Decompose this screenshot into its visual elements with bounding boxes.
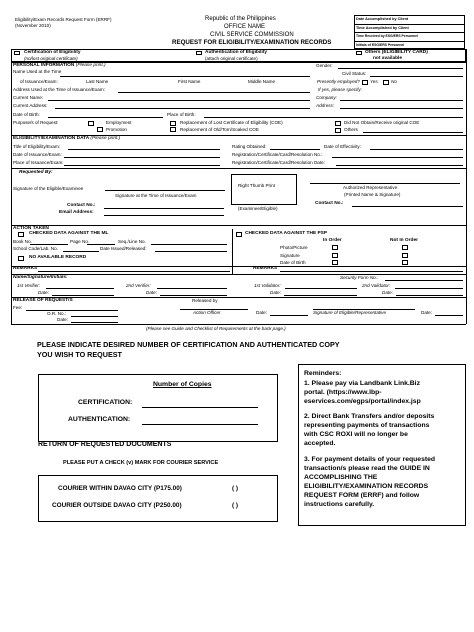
auth-eligibility-checkbox[interactable] [196, 51, 202, 56]
reminder-line: portal. (https://www.lbp- [304, 389, 382, 396]
checked-ml-checkbox[interactable] [18, 232, 24, 237]
place-issuance-label: Place of Issuance/Exam: [13, 160, 64, 165]
certification-label: CERTIFICATION: [78, 399, 133, 406]
courier-box [38, 475, 278, 522]
indicate-line-2: YOU WISH TO REQUEST [37, 350, 122, 359]
address-used-label: Address Used at the Time of Issuance/Exam: [13, 87, 105, 92]
exam-title-label: Title of Eligibility/Exam: [13, 144, 61, 149]
checked-psp-label: CHECKED DATA AGAINST THE PSP [245, 231, 328, 236]
request-title: REQUEST FOR ELIGIBILITY/EXAMINATION RECORDS [172, 39, 332, 46]
first-name-label: First Name [178, 79, 201, 84]
thumb-print-label: Right Thumb Print [238, 183, 275, 188]
validator-date-1-label: Date: [270, 290, 281, 295]
reminders-title: Reminders: [304, 370, 342, 377]
name-initials-label: Name/Signature/Initials: [13, 275, 68, 280]
signature-rep-label: Signature of Eligible/Representative [313, 310, 387, 315]
or-no-label: O.R. No.: [47, 311, 67, 316]
validator-date-2-label: Date: [382, 290, 393, 295]
reminder-line: 2. Direct Bank Transfers and/or deposits [304, 413, 435, 420]
check-mark-label: PLEASE PUT A CHECK (v) MARK FOR COURIER SERVICE [63, 460, 219, 466]
reminder-line: with CSC ROXI will no longer be [304, 431, 408, 438]
did-not-obtain-label: Did Not Obtain/Receive original COE [344, 120, 420, 125]
employment-label: Employment [106, 120, 132, 125]
commission-name: CIVIL SERVICE COMMISSION [210, 32, 294, 38]
last-name-label: Last Name [86, 79, 109, 84]
in-order-label: In Order [323, 238, 342, 243]
pob-label: Place of Birth: [167, 112, 196, 117]
remarks-left-label: REMARKS [13, 266, 38, 271]
of-issuance-label: of Issuance/Exam: [20, 79, 58, 84]
current-name-label: Current Name: [13, 95, 44, 100]
reminder-line: 1. Please pay via Landbank Link.Biz [304, 380, 420, 387]
remarks-right-label: REMARKS [253, 266, 278, 271]
reminder-line: 3. For payment details of your requested [304, 456, 436, 463]
thumb-note: (Examinee/Eligible) [238, 206, 278, 211]
reminder-line: transaction/s please read the GUIDE IN [304, 465, 430, 472]
cert-eligibility-label: Certification of Eligibility [24, 49, 81, 55]
action-officer-date-label: Date: [256, 310, 267, 315]
signature-note: Signature at the Time of Issuance/Exam [115, 193, 197, 198]
no-record-checkbox[interactable] [18, 256, 24, 261]
time-received-label: Time Received by ESG/ERS Personnel [356, 34, 418, 38]
photo-label: Photo/Picture [280, 245, 308, 250]
reminder-line: ACCOMPLISHING THE [304, 474, 378, 481]
name-used-label: Name Used at the Time [13, 69, 62, 74]
employment-checkbox[interactable] [88, 121, 94, 126]
dob-label: Date of Birth: [13, 112, 40, 117]
purpose-others-checkbox[interactable] [335, 128, 341, 133]
reminder-line: ELIGIBILITY/EXAMINATION RECORDS [304, 483, 429, 490]
courier-outside-check[interactable]: ( ) [232, 502, 239, 509]
form-title: Eligibility/Exam Records Request Form (ERRF) [15, 17, 112, 22]
school-code-label: School Code/Lab. No. [13, 246, 58, 251]
rating-label: Rating Obtained: [232, 144, 267, 149]
dob-in-order-checkbox[interactable] [332, 260, 338, 265]
reminder-line: representing payments of transactions [304, 422, 430, 429]
checked-ml-label: CHECKED DATA AGAINST THE ML [29, 231, 109, 236]
republic-label: Republic of the Philippines [205, 16, 276, 22]
company-label: Company: [316, 95, 337, 100]
signature-label: Signature of the Eligible/Examinee [13, 186, 84, 191]
no-label: No [391, 79, 397, 84]
date-issuance-label: Date of Issuance/Exam: [13, 152, 62, 157]
email-label: Email Address: [59, 210, 94, 215]
promotion-label: Promotion [106, 127, 127, 132]
indicate-line-1: PLEASE INDICATE DESIRED NUMBER OF CERTIFICATION AND AUTHENTICATED COPY [37, 340, 340, 349]
address-label: Address: [316, 103, 335, 108]
purpose-others-label: Others [344, 127, 358, 132]
purpose-label: Purpose/s of Request: [13, 120, 59, 125]
auth-note: (attach original certificate) [205, 55, 258, 61]
action-section-title: ACTION TAKEN [13, 225, 49, 231]
office-name: OFFICE NAME [224, 24, 266, 30]
reminder-line: instructions carefully. [304, 501, 375, 508]
authorized-rep-label: Authorized Representative [343, 185, 398, 190]
page-no-label: Page No. [70, 239, 90, 244]
second-verifier-label: 2nd Verifier: [126, 283, 151, 288]
promotion-checkbox[interactable] [97, 127, 103, 132]
employed-no-checkbox[interactable] [383, 80, 389, 85]
civil-status-label: Civil Status: [342, 71, 367, 76]
verifier-date-1-label: Date: [38, 290, 49, 295]
photo-not-in-order-checkbox[interactable] [402, 245, 408, 250]
seq-line-label: Seq./Line No. [118, 239, 146, 244]
replacement-old-label: Replacement of Old/Torn/Soaked COE [180, 127, 259, 132]
replacement-lost-checkbox[interactable] [170, 121, 176, 126]
first-verifier-label: 1st Verifier: [17, 283, 41, 288]
thumb-print-box [231, 174, 297, 205]
gender-label: Gender: [316, 63, 333, 68]
dob-not-in-order-checkbox[interactable] [402, 260, 408, 265]
fee-label: Fee: [13, 305, 23, 310]
if-yes-label: If yes, please specify: [318, 87, 362, 92]
replacement-old-checkbox[interactable] [170, 127, 176, 132]
yes-label: Yes [370, 79, 378, 84]
replacement-lost-label: Replacement of Lost Certificate of Eligibility (COE) [180, 120, 283, 125]
reminder-line: REQUEST FORM (ERRF) and follow [304, 492, 420, 499]
photo-in-order-checkbox[interactable] [332, 245, 338, 250]
book-no-label: Book No. [13, 239, 32, 244]
second-validator-label: 2nd Validator: [362, 283, 391, 288]
courier-outside-label: COURIER OUTSIDE DAVAO CITY (P250.00) [52, 502, 182, 509]
personal-section-title: PERSONAL INFORMATION (Please print.) [13, 63, 106, 68]
released-by-label: Released by [192, 298, 218, 303]
reg-no-label: Registration/Certificate/Card/Resolution No.: [232, 152, 323, 157]
action-officer-label: Action Officer [193, 310, 221, 315]
rep-date-label: Date: [421, 310, 432, 315]
courier-within-label: COURIER WITHIN DAVAO CITY (P175.00) [58, 485, 182, 492]
reg-date-label: Registration/Certificate/Card/Resolution Date: [232, 160, 325, 165]
first-validator-label: 1st Validator: [254, 283, 281, 288]
checked-psp-checkbox[interactable] [236, 232, 242, 237]
release-section-title: RELEASE OF REQUEST/S [13, 297, 73, 303]
requested-by-label: Requested By: [19, 170, 53, 175]
others-note: not available [373, 55, 403, 61]
others-checkbox[interactable] [356, 51, 362, 56]
guide-note: (Please see Guide and Checklist of Requirements at the back page.) [146, 326, 286, 331]
reminder-line: eservices.com/egps/portal/index.jsp [304, 398, 421, 405]
date-effectivity-label: Date of Effectivity: [324, 144, 361, 149]
sig-not-in-order-checkbox[interactable] [402, 253, 408, 258]
presently-employed-label: Presently employed? [317, 79, 360, 84]
others-label: Others (ELIGIBILITY CARD) [365, 49, 428, 55]
number-of-copies-label: Number of Copies [153, 381, 212, 388]
exam-section-title: ELIGIBILITY/EXAMINATION DATA (Please print.) [13, 136, 121, 141]
cert-eligibility-checkbox[interactable] [14, 51, 20, 56]
reminder-line: accepted. [304, 440, 336, 447]
cert-note: (no/lost original certificate) [24, 55, 78, 61]
date-accomplished-label: Date Accomplished by Client [356, 17, 409, 21]
psp-signature-label: Signature [280, 253, 300, 258]
sig-in-order-checkbox[interactable] [332, 253, 338, 258]
date-issued-label: Date Issued/Released: [100, 246, 147, 251]
release-date-label: Date: [57, 317, 68, 322]
current-address-label: Current Address: [13, 103, 48, 108]
authentication-label: AUTHENTICATION: [68, 416, 131, 423]
middle-name-label: Middle Name [248, 79, 276, 84]
verifier-date-2-label: Date: [146, 290, 157, 295]
courier-within-check[interactable]: ( ) [232, 485, 239, 492]
initials-label: Initials of ESG/ERS Personnel [356, 42, 405, 47]
auth-eligibility-label: Authentication of Eligibility [205, 49, 268, 55]
psp-dob-label: Date of Birth [280, 260, 306, 265]
security-form-label: Security Form No.: [340, 275, 379, 280]
form-date: (November 2010) [15, 23, 51, 28]
no-record-label: NO AVAILABLE RECORD [29, 255, 87, 260]
time-accomplished-label: Time Accomplished by Client [356, 25, 409, 30]
did-not-obtain-checkbox[interactable] [335, 121, 341, 126]
not-in-order-label: Not In Order [390, 238, 418, 243]
employed-yes-checkbox[interactable] [362, 80, 368, 85]
print-name-label: (Printed Name & Signature) [344, 192, 401, 197]
contact-no-label: Contact No.: [67, 203, 96, 208]
rep-contact-no-label: Contact No.: [315, 201, 344, 206]
return-documents-label: RETURN OF REQUESTED DOCUMENTS [38, 441, 172, 448]
